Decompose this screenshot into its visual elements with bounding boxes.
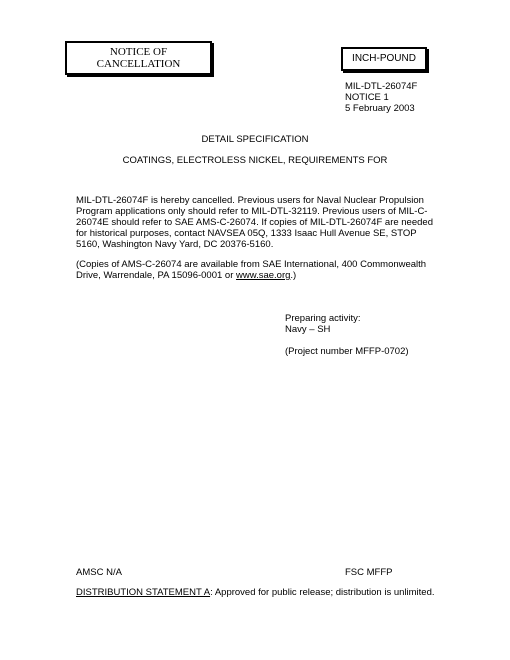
doc-number: MIL-DTL-26074F: [345, 81, 418, 92]
document-identifier: [345, 81, 417, 114]
project-number: (Project number MFFP-0702): [285, 346, 409, 357]
copies-paragraph: [76, 259, 436, 281]
fsc-code: FSC MFFP: [345, 567, 393, 578]
spec-type-heading: DETAIL SPECIFICATION: [201, 134, 309, 145]
notice-of-cancellation-box: [65, 41, 212, 75]
copies-text-suffix: .): [290, 270, 297, 281]
sae-website-link[interactable]: www.sae.org: [236, 270, 291, 281]
distribution-statement: [76, 587, 435, 598]
notice-number: NOTICE 1: [345, 92, 389, 103]
preparing-activity-label: Preparing activity:: [285, 313, 361, 324]
spec-subject-heading: COATINGS, ELECTROLESS NICKEL, REQUIREMENTS FOR: [122, 155, 388, 166]
doc-date: 5 February 2003: [345, 103, 415, 114]
cancellation-paragraph: MIL-DTL-26074F is hereby cancelled. Previous users for Naval Nuclear Propulsion Program applications only should refer to MIL-DTL-32119. Previous users of MIL-C-26074E should refer to SAE AMS-C-26074. If copies of MIL-DTL-26074F are needed for historical purposes, contact NAVSEA 05Q, 1333 Isaac Hull Avenue SE, STOP 5160, Washington Navy Yard, DC 20376-5160.: [76, 195, 433, 250]
copies-text-prefix: (Copies of AMS-C-26074 are available from SAE International, 400 Commonwealth Drive, Warrendale, PA 15096-0001 or: [76, 259, 427, 281]
notice-box-line2: CANCELLATION: [96, 58, 181, 70]
distribution-statement-text: : Approved for public release; distribution is unlimited.: [210, 587, 435, 598]
inch-pound-box: INCH-POUND: [341, 47, 427, 71]
preparing-activity-value: Navy – SH: [285, 324, 331, 335]
distribution-statement-label: DISTRIBUTION STATEMENT A: [76, 587, 211, 598]
notice-box-line1: NOTICE OF: [109, 46, 168, 58]
amsc-code: AMSC N/A: [76, 567, 122, 578]
